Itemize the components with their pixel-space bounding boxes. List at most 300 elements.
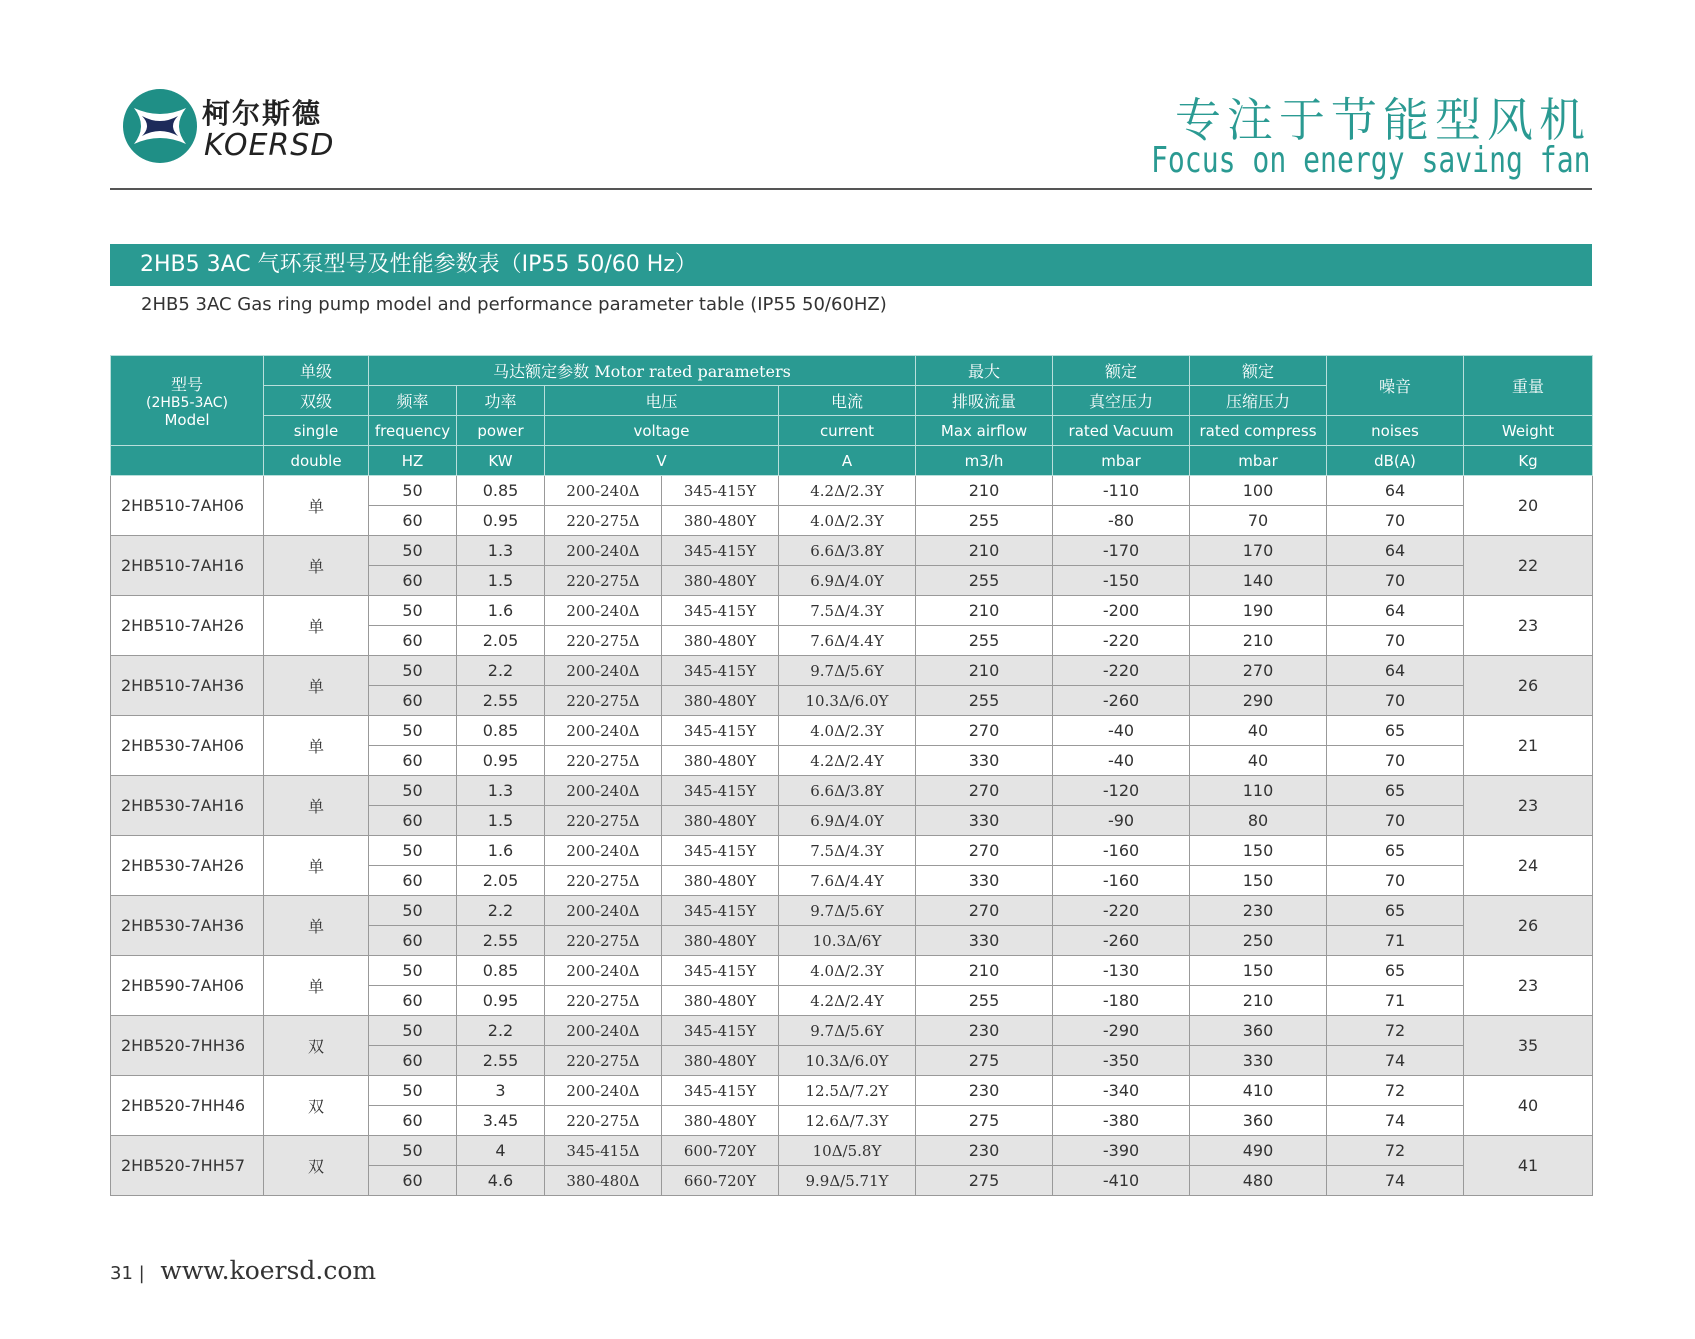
model-cell: 2HB530-7AH36 (111, 896, 264, 956)
header-weight-en: Weight (1464, 416, 1593, 446)
comp-cell: 100 (1190, 476, 1327, 506)
header-units-spacer (111, 446, 264, 476)
flow-cell: 275 (916, 1166, 1053, 1196)
header-freq-unit: HZ (369, 446, 457, 476)
model-cell: 2HB520-7HH46 (111, 1076, 264, 1136)
flow-cell: 255 (916, 686, 1053, 716)
kw-cell: 0.85 (457, 476, 545, 506)
comp-cell: 150 (1190, 956, 1327, 986)
vac-cell: -290 (1053, 1016, 1190, 1046)
header-vacuum-cn2: 真空压力 (1053, 386, 1190, 416)
v2-cell: 345-415Y (662, 536, 779, 566)
flow-cell: 270 (916, 896, 1053, 926)
v1-cell: 200-240Δ (545, 896, 662, 926)
table-body (111, 476, 1593, 1196)
hz-cell: 60 (369, 806, 457, 836)
v2-cell: 380-480Y (662, 746, 779, 776)
v1-cell: 200-240Δ (545, 476, 662, 506)
model-cell: 2HB530-7AH26 (111, 836, 264, 896)
header-current-cn: 电流 (779, 386, 916, 416)
v2-cell: 380-480Y (662, 866, 779, 896)
v1-cell: 220-275Δ (545, 986, 662, 1016)
v2-cell: 380-480Y (662, 806, 779, 836)
hz-cell: 50 (369, 1016, 457, 1046)
table-row (111, 1016, 1593, 1046)
a-cell: 6.6Δ/3.8Y (779, 536, 916, 566)
model-cell: 2HB510-7AH16 (111, 536, 264, 596)
weight-cell: 40 (1464, 1076, 1593, 1136)
hz-cell: 60 (369, 506, 457, 536)
vac-cell: -410 (1053, 1166, 1190, 1196)
header-noise-en: noises (1327, 416, 1464, 446)
comp-cell: 190 (1190, 596, 1327, 626)
header-current-en: current (779, 416, 916, 446)
flow-cell: 330 (916, 866, 1053, 896)
comp-cell: 230 (1190, 896, 1327, 926)
kw-cell: 2.2 (457, 1016, 545, 1046)
weight-cell: 41 (1464, 1136, 1593, 1196)
hz-cell: 60 (369, 1166, 457, 1196)
v2-cell: 380-480Y (662, 566, 779, 596)
model-cell: 2HB520-7HH36 (111, 1016, 264, 1076)
a-cell: 12.5Δ/7.2Y (779, 1076, 916, 1106)
comp-cell: 150 (1190, 836, 1327, 866)
header-noise-unit: dB(A) (1327, 446, 1464, 476)
v1-cell: 200-240Δ (545, 956, 662, 986)
weight-cell: 24 (1464, 836, 1593, 896)
flow-cell: 255 (916, 626, 1053, 656)
website-url: www.koersd.com (160, 1256, 377, 1285)
v1-cell: 200-240Δ (545, 1076, 662, 1106)
v2-cell: 380-480Y (662, 686, 779, 716)
kw-cell: 2.05 (457, 866, 545, 896)
table-title-bar (110, 244, 1592, 286)
vac-cell: -110 (1053, 476, 1190, 506)
header-airflow-unit: m3/h (916, 446, 1053, 476)
v2-cell: 345-415Y (662, 1016, 779, 1046)
header-double-en: double (264, 446, 369, 476)
table-row (111, 476, 1593, 506)
v2-cell: 380-480Y (662, 506, 779, 536)
v2-cell: 345-415Y (662, 596, 779, 626)
flow-cell: 210 (916, 596, 1053, 626)
a-cell: 12.6Δ/7.3Y (779, 1106, 916, 1136)
a-cell: 6.6Δ/3.8Y (779, 776, 916, 806)
hz-cell: 60 (369, 1106, 457, 1136)
flow-cell: 275 (916, 1106, 1053, 1136)
flow-cell: 210 (916, 536, 1053, 566)
a-cell: 10.3Δ/6Y (779, 926, 916, 956)
v1-cell: 220-275Δ (545, 566, 662, 596)
comp-cell: 360 (1190, 1016, 1327, 1046)
v1-cell: 220-275Δ (545, 1046, 662, 1076)
weight-cell: 23 (1464, 596, 1593, 656)
kw-cell: 1.5 (457, 806, 545, 836)
vac-cell: -170 (1053, 536, 1190, 566)
parameter-table (110, 355, 1592, 1196)
v2-cell: 345-415Y (662, 656, 779, 686)
a-cell: 10.3Δ/6.0Y (779, 1046, 916, 1076)
noise-cell: 70 (1327, 506, 1464, 536)
a-cell: 6.9Δ/4.0Y (779, 566, 916, 596)
flow-cell: 230 (916, 1136, 1053, 1166)
koersd-logo-icon (120, 86, 200, 166)
stage-cell: 单 (264, 836, 369, 896)
header-vacuum-cn1: 额定 (1053, 356, 1190, 386)
hz-cell: 60 (369, 926, 457, 956)
header-compress-cn1: 额定 (1190, 356, 1327, 386)
noise-cell: 64 (1327, 656, 1464, 686)
v2-cell: 345-415Y (662, 776, 779, 806)
comp-cell: 290 (1190, 686, 1327, 716)
kw-cell: 0.95 (457, 746, 545, 776)
noise-cell: 64 (1327, 536, 1464, 566)
slogan-cn: 专注于节能型风机 (1175, 93, 1591, 147)
noise-cell: 72 (1327, 1076, 1464, 1106)
comp-cell: 170 (1190, 536, 1327, 566)
hz-cell: 50 (369, 776, 457, 806)
kw-cell: 0.95 (457, 986, 545, 1016)
flow-cell: 255 (916, 986, 1053, 1016)
kw-cell: 2.55 (457, 1046, 545, 1076)
weight-cell: 23 (1464, 956, 1593, 1016)
a-cell: 9.7Δ/5.6Y (779, 1016, 916, 1046)
vac-cell: -220 (1053, 656, 1190, 686)
hz-cell: 60 (369, 986, 457, 1016)
header-compress-unit: mbar (1190, 446, 1327, 476)
header-model: 型号 (2HB5-3AC) Model (111, 356, 264, 446)
vac-cell: -200 (1053, 596, 1190, 626)
hz-cell: 60 (369, 566, 457, 596)
v1-cell: 220-275Δ (545, 686, 662, 716)
stage-cell: 单 (264, 716, 369, 776)
v1-cell: 200-240Δ (545, 1016, 662, 1046)
weight-cell: 35 (1464, 1016, 1593, 1076)
kw-cell: 3 (457, 1076, 545, 1106)
v1-cell: 220-275Δ (545, 1106, 662, 1136)
stage-cell: 单 (264, 656, 369, 716)
hz-cell: 50 (369, 836, 457, 866)
flow-cell: 230 (916, 1076, 1053, 1106)
stage-cell: 单 (264, 536, 369, 596)
noise-cell: 70 (1327, 686, 1464, 716)
hz-cell: 50 (369, 596, 457, 626)
noise-cell: 70 (1327, 806, 1464, 836)
vac-cell: -180 (1053, 986, 1190, 1016)
flow-cell: 330 (916, 746, 1053, 776)
header-single-cn: 单级 (264, 356, 369, 386)
v1-cell: 220-275Δ (545, 866, 662, 896)
hz-cell: 50 (369, 476, 457, 506)
table-row (111, 656, 1593, 686)
a-cell: 9.7Δ/5.6Y (779, 896, 916, 926)
v1-cell: 220-275Δ (545, 626, 662, 656)
stage-cell: 单 (264, 776, 369, 836)
comp-cell: 490 (1190, 1136, 1327, 1166)
header-airflow-cn1: 最大 (916, 356, 1053, 386)
vac-cell: -340 (1053, 1076, 1190, 1106)
vac-cell: -90 (1053, 806, 1190, 836)
model-cell: 2HB530-7AH16 (111, 776, 264, 836)
hz-cell: 50 (369, 1076, 457, 1106)
model-cell: 2HB590-7AH06 (111, 956, 264, 1016)
header-power-unit: KW (457, 446, 545, 476)
hz-cell: 60 (369, 686, 457, 716)
kw-cell: 1.6 (457, 836, 545, 866)
noise-cell: 65 (1327, 716, 1464, 746)
page-separator: | (132, 1263, 151, 1284)
comp-cell: 250 (1190, 926, 1327, 956)
flow-cell: 330 (916, 926, 1053, 956)
comp-cell: 40 (1190, 746, 1327, 776)
vac-cell: -220 (1053, 896, 1190, 926)
table-header (111, 356, 1593, 476)
header-airflow-cn2: 排吸流量 (916, 386, 1053, 416)
flow-cell: 270 (916, 716, 1053, 746)
vac-cell: -160 (1053, 836, 1190, 866)
hz-cell: 50 (369, 656, 457, 686)
v1-cell: 345-415Δ (545, 1136, 662, 1166)
a-cell: 10.3Δ/6.0Y (779, 686, 916, 716)
comp-cell: 80 (1190, 806, 1327, 836)
stage-cell: 单 (264, 956, 369, 1016)
header-weight-unit: Kg (1464, 446, 1593, 476)
v1-cell: 200-240Δ (545, 656, 662, 686)
weight-cell: 26 (1464, 656, 1593, 716)
a-cell: 4.2Δ/2.4Y (779, 986, 916, 1016)
noise-cell: 65 (1327, 836, 1464, 866)
header-vacuum-en: rated Vacuum (1053, 416, 1190, 446)
header-divider (110, 188, 1592, 190)
a-cell: 4.2Δ/2.4Y (779, 746, 916, 776)
noise-cell: 65 (1327, 776, 1464, 806)
table-row (111, 536, 1593, 566)
header-power-cn: 功率 (457, 386, 545, 416)
vac-cell: -390 (1053, 1136, 1190, 1166)
header-voltage-cn: 电压 (545, 386, 779, 416)
flow-cell: 270 (916, 836, 1053, 866)
kw-cell: 2.55 (457, 926, 545, 956)
comp-cell: 360 (1190, 1106, 1327, 1136)
model-cell: 2HB530-7AH06 (111, 716, 264, 776)
weight-cell: 22 (1464, 536, 1593, 596)
table-row (111, 716, 1593, 746)
table-title-cn: 2HB5 3AC 气环泵型号及性能参数表（IP55 50/60 Hz） (140, 252, 697, 277)
v2-cell: 345-415Y (662, 896, 779, 926)
noise-cell: 72 (1327, 1016, 1464, 1046)
noise-cell: 70 (1327, 866, 1464, 896)
flow-cell: 210 (916, 476, 1053, 506)
kw-cell: 1.5 (457, 566, 545, 596)
flow-cell: 275 (916, 1046, 1053, 1076)
v1-cell: 200-240Δ (545, 596, 662, 626)
v1-cell: 200-240Δ (545, 716, 662, 746)
comp-cell: 140 (1190, 566, 1327, 596)
kw-cell: 4.6 (457, 1166, 545, 1196)
noise-cell: 74 (1327, 1166, 1464, 1196)
noise-cell: 72 (1327, 1136, 1464, 1166)
comp-cell: 270 (1190, 656, 1327, 686)
v2-cell: 345-415Y (662, 716, 779, 746)
a-cell: 7.5Δ/4.3Y (779, 836, 916, 866)
comp-cell: 40 (1190, 716, 1327, 746)
brand-logo (120, 86, 350, 172)
v2-cell: 660-720Y (662, 1166, 779, 1196)
header-airflow-en: Max airflow (916, 416, 1053, 446)
hz-cell: 60 (369, 1046, 457, 1076)
table-row (111, 1136, 1593, 1166)
noise-cell: 71 (1327, 986, 1464, 1016)
stage-cell: 双 (264, 1136, 369, 1196)
model-cell: 2HB520-7HH57 (111, 1136, 264, 1196)
model-cell: 2HB510-7AH26 (111, 596, 264, 656)
model-cell: 2HB510-7AH06 (111, 476, 264, 536)
header-voltage-unit: V (545, 446, 779, 476)
vac-cell: -380 (1053, 1106, 1190, 1136)
a-cell: 4.0Δ/2.3Y (779, 506, 916, 536)
hz-cell: 50 (369, 716, 457, 746)
a-cell: 7.6Δ/4.4Y (779, 626, 916, 656)
weight-cell: 26 (1464, 896, 1593, 956)
header-noise-cn: 噪音 (1327, 356, 1464, 416)
header-compress-cn2: 压缩压力 (1190, 386, 1327, 416)
v1-cell: 380-480Δ (545, 1166, 662, 1196)
kw-cell: 2.2 (457, 896, 545, 926)
table-row (111, 956, 1593, 986)
brand-name-en: KOERSD (204, 128, 335, 163)
v2-cell: 345-415Y (662, 476, 779, 506)
header-motor-group: 马达额定参数 Motor rated parameters (369, 356, 916, 386)
noise-cell: 71 (1327, 926, 1464, 956)
a-cell: 10Δ/5.8Y (779, 1136, 916, 1166)
weight-cell: 20 (1464, 476, 1593, 536)
kw-cell: 0.85 (457, 716, 545, 746)
a-cell: 7.6Δ/4.4Y (779, 866, 916, 896)
comp-cell: 150 (1190, 866, 1327, 896)
comp-cell: 110 (1190, 776, 1327, 806)
vac-cell: -130 (1053, 956, 1190, 986)
header-single-en: single (264, 416, 369, 446)
noise-cell: 70 (1327, 566, 1464, 596)
v1-cell: 220-275Δ (545, 506, 662, 536)
header-compress-en: rated compress (1190, 416, 1327, 446)
noise-cell: 64 (1327, 476, 1464, 506)
noise-cell: 70 (1327, 626, 1464, 656)
v1-cell: 220-275Δ (545, 806, 662, 836)
hz-cell: 60 (369, 626, 457, 656)
header-weight-cn: 重量 (1464, 356, 1593, 416)
table-row (111, 896, 1593, 926)
v2-cell: 380-480Y (662, 1106, 779, 1136)
v2-cell: 380-480Y (662, 1046, 779, 1076)
stage-cell: 双 (264, 1076, 369, 1136)
noise-cell: 70 (1327, 746, 1464, 776)
page-footer (110, 1256, 376, 1285)
v2-cell: 380-480Y (662, 626, 779, 656)
kw-cell: 0.85 (457, 956, 545, 986)
kw-cell: 2.55 (457, 686, 545, 716)
v1-cell: 200-240Δ (545, 776, 662, 806)
kw-cell: 2.05 (457, 626, 545, 656)
noise-cell: 65 (1327, 956, 1464, 986)
flow-cell: 210 (916, 956, 1053, 986)
a-cell: 9.7Δ/5.6Y (779, 656, 916, 686)
header-freq-en: frequency (369, 416, 457, 446)
a-cell: 4.0Δ/2.3Y (779, 716, 916, 746)
a-cell: 7.5Δ/4.3Y (779, 596, 916, 626)
header-voltage-en: voltage (545, 416, 779, 446)
comp-cell: 330 (1190, 1046, 1327, 1076)
vac-cell: -40 (1053, 716, 1190, 746)
brand-name-cn: 柯尔斯德 (202, 97, 323, 130)
v1-cell: 200-240Δ (545, 836, 662, 866)
vac-cell: -160 (1053, 866, 1190, 896)
comp-cell: 210 (1190, 986, 1327, 1016)
comp-cell: 480 (1190, 1166, 1327, 1196)
header-current-unit: A (779, 446, 916, 476)
v2-cell: 380-480Y (662, 926, 779, 956)
vac-cell: -350 (1053, 1046, 1190, 1076)
table-row (111, 836, 1593, 866)
v2-cell: 345-415Y (662, 836, 779, 866)
v2-cell: 345-415Y (662, 1076, 779, 1106)
stage-cell: 双 (264, 1016, 369, 1076)
vac-cell: -80 (1053, 506, 1190, 536)
hz-cell: 50 (369, 896, 457, 926)
a-cell: 4.0Δ/2.3Y (779, 956, 916, 986)
vac-cell: -120 (1053, 776, 1190, 806)
noise-cell: 74 (1327, 1106, 1464, 1136)
model-cell: 2HB510-7AH36 (111, 656, 264, 716)
vac-cell: -150 (1053, 566, 1190, 596)
v1-cell: 220-275Δ (545, 746, 662, 776)
v1-cell: 220-275Δ (545, 926, 662, 956)
v2-cell: 600-720Y (662, 1136, 779, 1166)
table-row (111, 776, 1593, 806)
a-cell: 6.9Δ/4.0Y (779, 806, 916, 836)
stage-cell: 单 (264, 476, 369, 536)
header-power-en: power (457, 416, 545, 446)
v2-cell: 380-480Y (662, 986, 779, 1016)
vac-cell: -260 (1053, 686, 1190, 716)
kw-cell: 2.2 (457, 656, 545, 686)
a-cell: 9.9Δ/5.71Y (779, 1166, 916, 1196)
flow-cell: 230 (916, 1016, 1053, 1046)
v1-cell: 200-240Δ (545, 536, 662, 566)
comp-cell: 410 (1190, 1076, 1327, 1106)
flow-cell: 330 (916, 806, 1053, 836)
vac-cell: -260 (1053, 926, 1190, 956)
stage-cell: 单 (264, 596, 369, 656)
hz-cell: 50 (369, 956, 457, 986)
kw-cell: 1.3 (457, 536, 545, 566)
flow-cell: 270 (916, 776, 1053, 806)
noise-cell: 74 (1327, 1046, 1464, 1076)
kw-cell: 1.6 (457, 596, 545, 626)
flow-cell: 255 (916, 566, 1053, 596)
hz-cell: 60 (369, 866, 457, 896)
vac-cell: -220 (1053, 626, 1190, 656)
header-vacuum-unit: mbar (1053, 446, 1190, 476)
slogan-en: Focus on energy saving fan (1151, 140, 1591, 181)
header-freq-cn: 频率 (369, 386, 457, 416)
table-row (111, 1076, 1593, 1106)
hz-cell: 50 (369, 1136, 457, 1166)
hz-cell: 60 (369, 746, 457, 776)
v2-cell: 345-415Y (662, 956, 779, 986)
stage-cell: 单 (264, 896, 369, 956)
kw-cell: 1.3 (457, 776, 545, 806)
